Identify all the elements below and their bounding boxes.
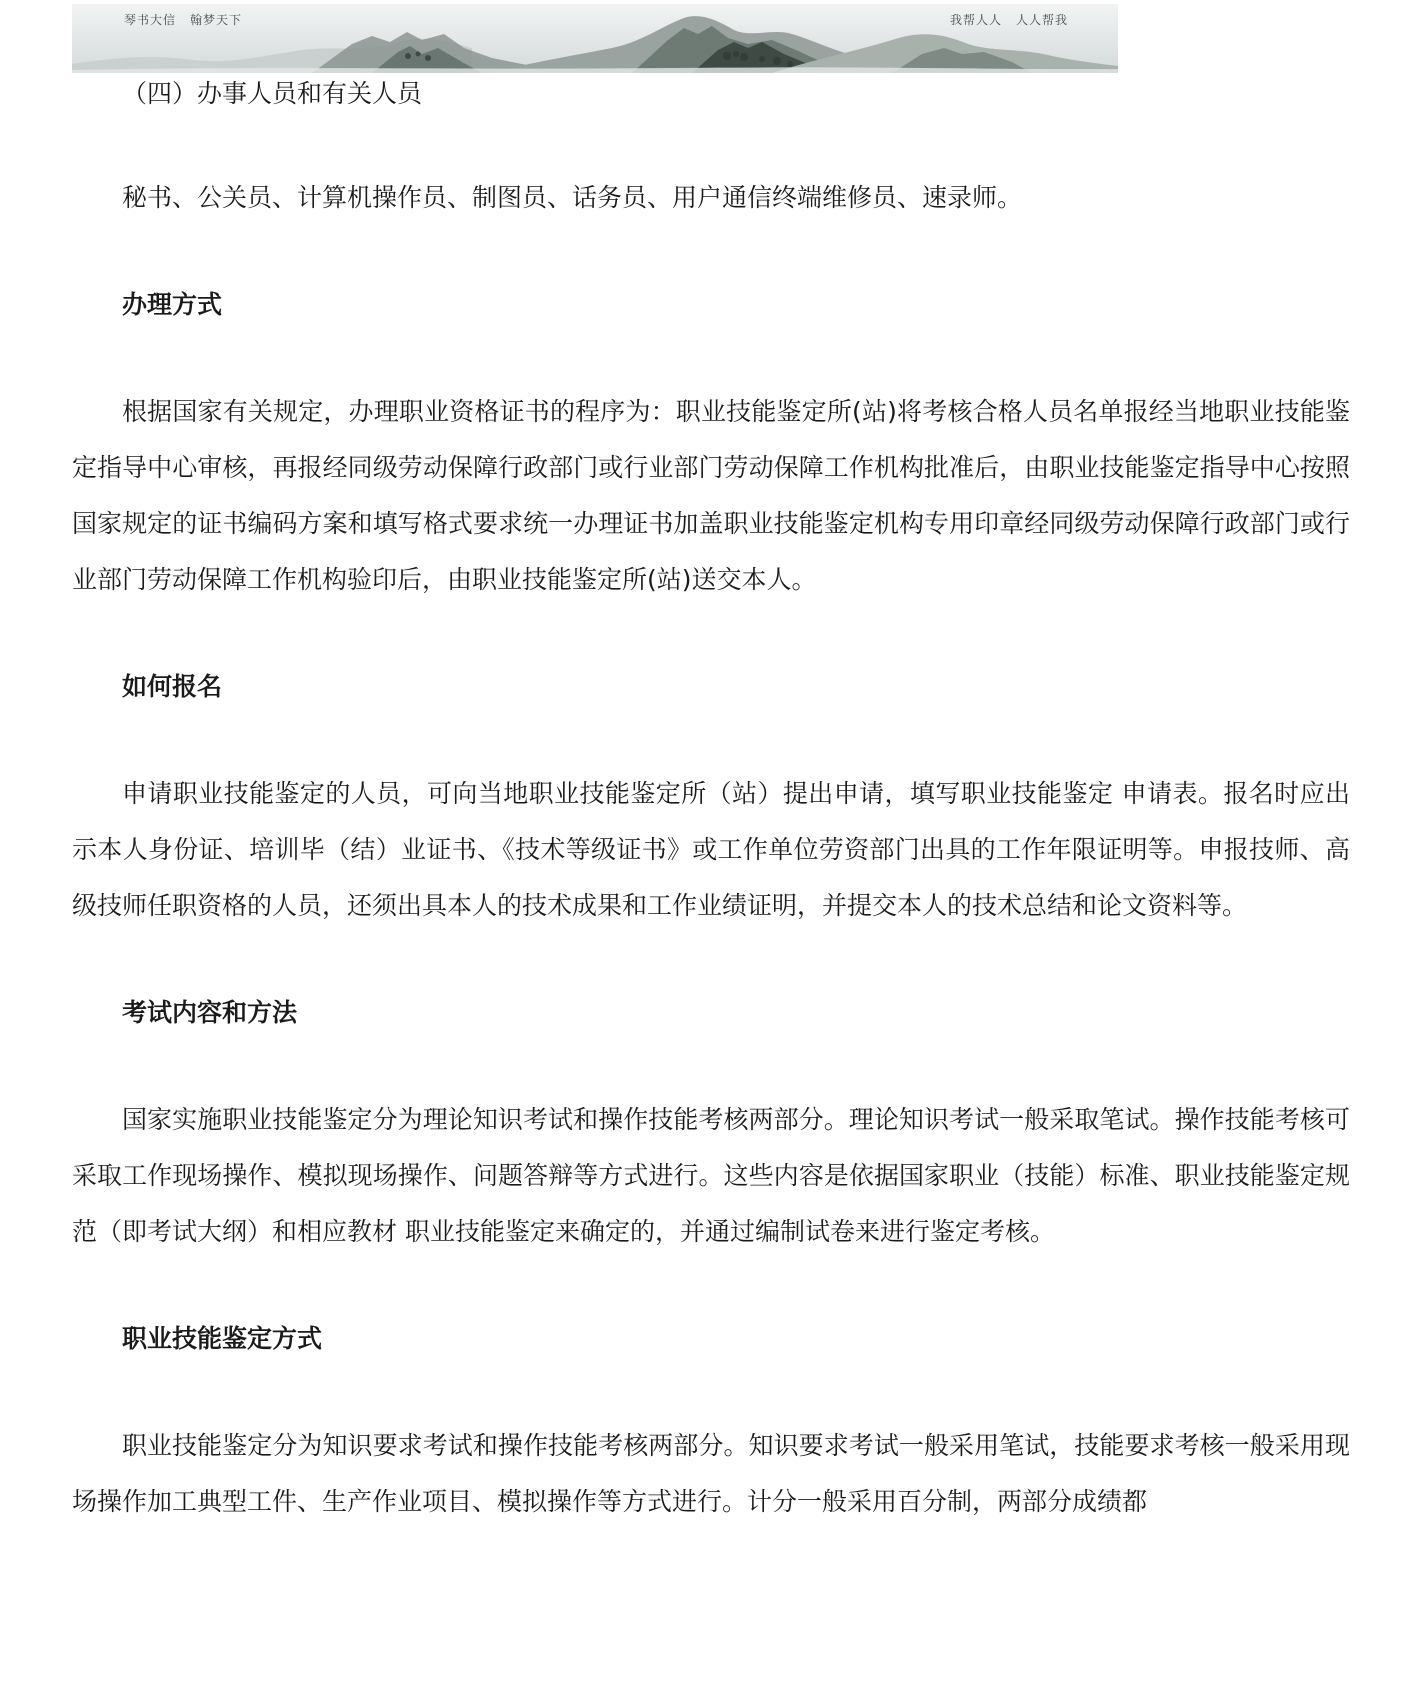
header-banner — [72, 4, 1118, 73]
heading-registration: 如何报名 — [122, 672, 223, 701]
banner-slogan-right-1: 我帮人人 — [949, 13, 1002, 27]
paragraph-category-4: （四）办事人员和有关人员 — [122, 79, 423, 108]
banner-slogan-left — [124, 11, 256, 28]
banner-slogan-right-2: 人人帮我 — [1015, 13, 1068, 27]
paragraph-occupation-list: 秘书、公关员、计算机操作员、制图员、话务员、用户通信终端维修员、速录师。 — [122, 183, 1023, 212]
paragraph-procedure: 根据国家有关规定，办理职业资格证书的程序为：职业技能鉴定所(站)将考核合格人员名单报经当地职业技能鉴定指导中心审核，再报经同级劳动保障行政部门或行业部门劳动保障工作机构批准后，由职业技能鉴定指导中心按照国家规定的证书编码方案和填写格式要求统一办理证书加盖职业技能鉴定机构专用印章经同级劳动保障行政部门或行业部门劳动保障工作机构验印后，由职业技能鉴定所(站)送交本人。 — [72, 397, 1350, 594]
paragraph-registration: 申请职业技能鉴定的人员，可向当地职业技能鉴定所（站）提出申请，填写职业技能鉴定 申请表。报名时应出示本人身份证、培训毕（结）业证书、《技术等级证书》或工作单位劳资部门出具的工作年限证明等。申报技师、高级技师任职资格的人员，还须出具本人的技术成果和工作业绩证明，并提交本人的技术总结和论文资料等。 — [72, 779, 1350, 920]
heading-assessment-method: 职业技能鉴定方式 — [122, 1324, 323, 1353]
document-body — [72, 66, 1350, 1530]
banner-slogan-left-1: 琴书大信 — [124, 13, 177, 27]
heading-exam-content: 考试内容和方法 — [122, 998, 298, 1027]
heading-procedure: 办理方式 — [122, 290, 223, 319]
paragraph-assessment-method: 职业技能鉴定分为知识要求考试和操作技能考核两部分。知识要求考试一般采用笔试，技能要求考核一般采用现场操作加工典型工件、生产作业项目、模拟操作等方式进行。计分一般采用百分制，两部分成绩都 — [72, 1431, 1350, 1516]
paragraph-exam-content: 国家实施职业技能鉴定分为理论知识考试和操作技能考核两部分。理论知识考试一般采取笔试。操作技能考核可采取工作现场操作、模拟现场操作、问题答辩等方式进行。这些内容是依据国家职业（技能）标准、职业技能鉴定规范（即考试大纲）和相应教材 职业技能鉴定来确定的，并通过编制试卷来进行鉴定考核。 — [72, 1105, 1350, 1246]
banner-slogan-left-2: 翰梦天下 — [190, 13, 243, 27]
banner-slogan-right — [950, 11, 1068, 28]
